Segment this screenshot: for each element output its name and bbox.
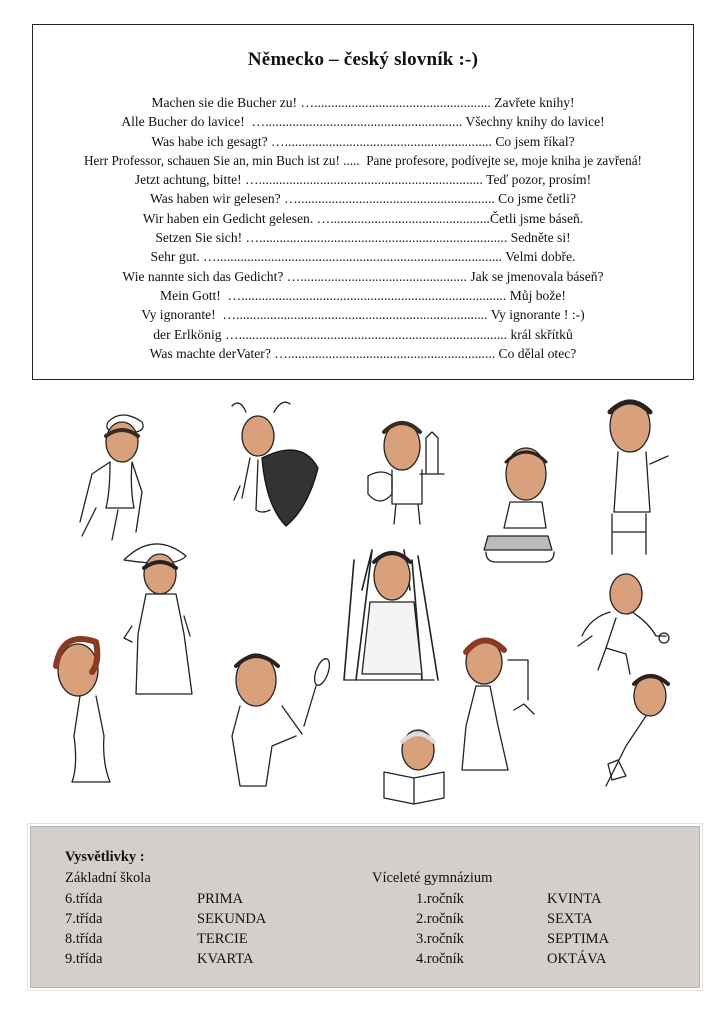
dictionary-entry: Wir haben ein Gedicht gelesen. …...............................................Četli jsme báseň. xyxy=(142,210,584,226)
figure-butterfly-man xyxy=(232,402,318,526)
dictionary-entry: Vy ignorante! ….......................................................................... Vy ignorante ! :-) xyxy=(141,307,585,323)
dictionary-entry: Was haben wir gelesen? ….......................................................... Co jsme četli? xyxy=(150,191,576,207)
gymnasium-year-name: SEXTA xyxy=(547,911,593,927)
figure-man-with-book xyxy=(384,730,444,804)
basic-class-label: 7.třída xyxy=(65,911,103,927)
basic-class-label: 6.třída xyxy=(65,891,103,907)
gymnasium-year-name: KVINTA xyxy=(547,891,602,907)
basic-class-label: 9.třída xyxy=(65,951,103,967)
figure-bodybuilder xyxy=(578,574,669,674)
caricature-illustration xyxy=(0,390,724,810)
gymnasium-year-label: 2.ročník xyxy=(416,911,464,927)
basic-class-name: PRIMA xyxy=(197,891,243,907)
dictionary-entry: Sehr gut. ….................................................................................... Velmi dobře. xyxy=(150,249,576,265)
figure-man-with-racket xyxy=(232,654,332,786)
dictionary-entry: Herr Professor, schauen Sie an, min Buch ist zu! ..... Pane profesore, podívejte se, moje kniha je zavřená! xyxy=(84,152,642,168)
legend-box xyxy=(30,826,700,988)
dictionary-entry: Jetzt achtung, bitte! ….................................................................. Teď pozor, prosím! xyxy=(134,172,592,188)
figure-man-with-vacuum xyxy=(606,676,668,786)
gymnasium-year-name: OKTÁVA xyxy=(547,951,607,967)
figure-chair-man xyxy=(610,400,668,554)
dictionary-entry: Was machte derVater? …............................................................. Co dělal otec? xyxy=(149,345,577,361)
gymnasium-year-name: SEPTIMA xyxy=(547,931,610,947)
basic-class-name: SEKUNDA xyxy=(197,911,267,927)
gymnasium-year-label: 1.ročník xyxy=(416,891,464,907)
dictionary-entry: Wie nannte sich das Gedicht? …................................................. Jak se jmenovala báseň? xyxy=(122,268,604,284)
dictionary-entries xyxy=(33,93,693,363)
basic-class-name: KVARTA xyxy=(197,951,254,967)
dictionary-box xyxy=(32,24,694,380)
figure-woman-with-hairdryer xyxy=(462,640,534,770)
figure-woman-in-dress xyxy=(56,639,110,782)
gymnasium-heading: Víceleté gymnázium xyxy=(372,870,493,886)
gymnasium-year-label: 3.ročník xyxy=(416,931,464,947)
dictionary-entry: Setzen Sie sich! …......................................................................... Sedněte si! xyxy=(155,230,571,246)
figure-lady-with-hat xyxy=(124,544,192,694)
figure-knight xyxy=(368,422,444,524)
basic-class-name: TERCIE xyxy=(197,931,248,947)
figure-tank-man xyxy=(484,448,554,562)
basic-class-label: 8.třída xyxy=(65,931,103,947)
dictionary-entry: der Erlkönig …............................................................................... král skřítků xyxy=(153,326,573,342)
basic-school-heading: Základní škola xyxy=(65,870,151,886)
caricature-collage xyxy=(0,390,724,810)
dictionary-entry: Machen sie die Bucher zu! ….................................................... Zavřete knihy! xyxy=(151,95,575,110)
dictionary-title: Německo – český slovník :-) xyxy=(247,49,479,70)
legend-title: Vysvětlivky : xyxy=(65,849,145,865)
figure-top-hat-man xyxy=(80,415,143,540)
figure-throne-man xyxy=(344,550,438,680)
dictionary-entry: Alle Bucher do lavice! ….......................................................... Všechny knihy do lavice! xyxy=(121,114,605,130)
dictionary-entry: Was habe ich gesagt? …............................................................. Co jsem říkal? xyxy=(151,133,575,149)
gymnasium-year-label: 4.ročník xyxy=(416,951,464,967)
dictionary-entry: Mein Gott! ….............................................................................. Můj bože! xyxy=(160,287,566,303)
